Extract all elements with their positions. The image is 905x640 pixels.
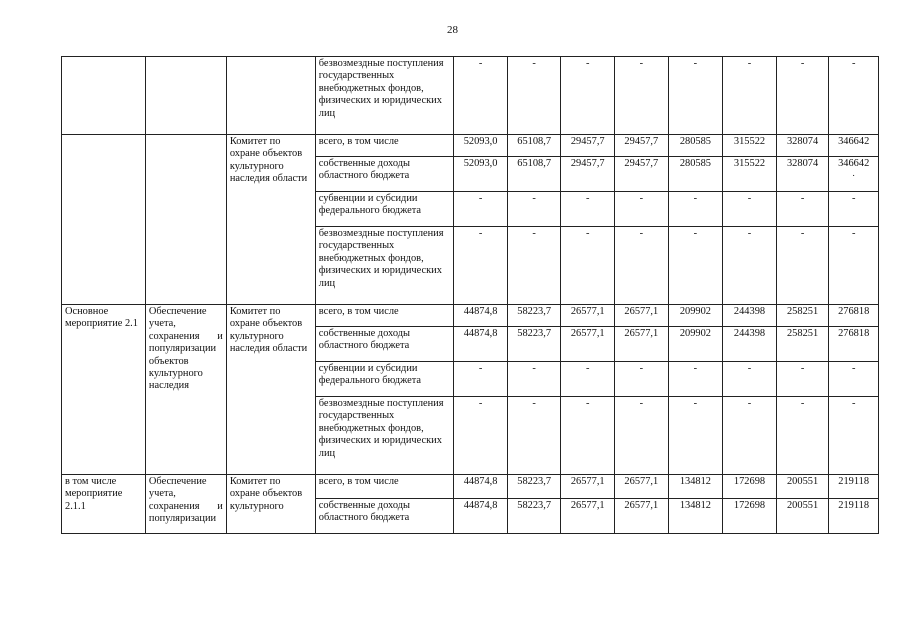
value-cell: - [507,192,561,227]
value-cell: - [454,362,508,397]
value-cell: 58223,7 [507,499,561,534]
table-row [62,475,879,499]
event-cell: Основное мероприятие 2.1 [62,305,146,475]
value-cell: 200551 [776,475,829,499]
dot-mark: . [852,168,855,179]
value-cell: - [723,227,777,305]
table-row [62,135,879,157]
value-cell: 172698 [723,499,777,534]
value-cell: - [507,227,561,305]
value-cell: - [507,397,561,475]
value-cell: 134812 [668,499,723,534]
value-cell: - [615,362,669,397]
value-cell: 58223,7 [507,475,561,499]
value-cell: 209902 [668,305,723,327]
funding-source-cell: безвозмездные поступления государственных внебюджетных фондов, физических и юридических лиц [315,57,454,135]
value-cell: 219118 [829,475,879,499]
value-cell: 52093,0 [454,157,508,192]
value-cell: 65108,7 [507,157,561,192]
value-cell: 172698 [723,475,777,499]
value-cell: - [776,227,829,305]
executor-cell: Комитет по охране объектов культурного [226,475,315,534]
value-cell: 26577,1 [561,327,615,362]
value-cell: - [776,397,829,475]
value-cell: - [561,227,615,305]
value-cell: 29457,7 [561,135,615,157]
value-cell: - [454,57,508,135]
value-cell: - [507,362,561,397]
funding-source-cell: всего, в том числе [315,305,454,327]
value-cell: 346642 [829,135,879,157]
funding-source-cell: собственные доходы областного бюджета [315,499,454,534]
funding-source-cell: собственные доходы областного бюджета [315,157,454,192]
event-cell: в том числе мероприятие 2.1.1 [62,475,146,534]
value-cell: - [723,57,777,135]
event-cell [62,135,146,305]
executor-cell: Комитет по охране объектов культурного наследия области [226,135,315,305]
value-cell: - [561,397,615,475]
value-cell: 315522 [723,135,777,157]
funding-source-cell: безвозмездные поступления государственных внебюджетных фондов, физических и юридических лиц [315,227,454,305]
value-cell: - [615,192,669,227]
page-number: 28 [447,24,458,36]
funding-source-cell: всего, в том числе [315,135,454,157]
value-cell: 134812 [668,475,723,499]
event-cell [62,57,146,135]
value-cell [829,157,879,192]
value-cell: - [723,192,777,227]
value-cell: - [668,192,723,227]
value-cell: 58223,7 [507,305,561,327]
value-cell: - [829,57,879,135]
value-cell: 276818 [829,327,879,362]
value-cell: - [776,192,829,227]
funding-source-cell: субвенции и субсидии федерального бюджета [315,192,454,227]
value-cell: 209902 [668,327,723,362]
value-text: 346642 [838,158,870,169]
funding-source-cell: безвозмездные поступления государственных внебюджетных фондов, физических и юридических лиц [315,397,454,475]
value-cell: - [454,192,508,227]
value-cell: 26577,1 [615,305,669,327]
value-cell: 244398 [723,327,777,362]
value-cell: 58223,7 [507,327,561,362]
value-cell: 65108,7 [507,135,561,157]
event-name-cell [145,57,226,135]
value-cell: 26577,1 [615,327,669,362]
value-cell: - [454,397,508,475]
budget-table [61,56,879,534]
event-name-cell: Обеспечение учета, сохранения и популяризации [145,475,226,534]
value-cell: 44874,8 [454,305,508,327]
funding-source-cell: собственные доходы областного бюджета [315,327,454,362]
value-cell: - [829,227,879,305]
executor-cell: Комитет по охране объектов культурного наследия области [226,305,315,475]
executor-cell [226,57,315,135]
value-cell: 44874,8 [454,475,508,499]
value-cell: - [668,227,723,305]
value-cell: 328074 [776,135,829,157]
value-cell: 29457,7 [615,157,669,192]
table-row [62,57,879,135]
value-cell: - [829,362,879,397]
value-cell: - [561,362,615,397]
value-cell: - [615,57,669,135]
value-cell: 200551 [776,499,829,534]
value-cell: 26577,1 [561,499,615,534]
value-cell: 280585 [668,135,723,157]
value-cell: - [561,192,615,227]
value-cell: - [776,362,829,397]
value-cell: - [723,362,777,397]
value-cell: 26577,1 [561,475,615,499]
value-cell: 258251 [776,305,829,327]
value-cell: 29457,7 [615,135,669,157]
value-cell: - [668,397,723,475]
value-cell: 26577,1 [615,475,669,499]
value-cell: 315522 [723,157,777,192]
funding-source-cell: всего, в том числе [315,475,454,499]
value-cell: 244398 [723,305,777,327]
table-row [62,305,879,327]
event-name-cell: Обеспечение учета, сохранения и популяризации объектов культурного наследия [145,305,226,475]
value-cell: 29457,7 [561,157,615,192]
value-cell: 44874,8 [454,327,508,362]
value-cell: - [723,397,777,475]
funding-source-cell: субвенции и субсидии федерального бюджета [315,362,454,397]
value-cell: - [454,227,508,305]
value-cell: - [829,397,879,475]
value-cell: - [615,397,669,475]
value-cell: 44874,8 [454,499,508,534]
value-cell: - [615,227,669,305]
event-name-cell [145,135,226,305]
value-cell: 258251 [776,327,829,362]
value-cell: - [776,57,829,135]
value-cell: - [507,57,561,135]
value-cell: 280585 [668,157,723,192]
value-cell: 328074 [776,157,829,192]
value-cell: - [561,57,615,135]
value-cell: - [668,57,723,135]
value-cell: 26577,1 [615,499,669,534]
value-cell: 52093,0 [454,135,508,157]
value-cell: - [829,192,879,227]
value-cell: 219118 [829,499,879,534]
value-cell: 26577,1 [561,305,615,327]
value-cell: - [668,362,723,397]
value-cell: 276818 [829,305,879,327]
